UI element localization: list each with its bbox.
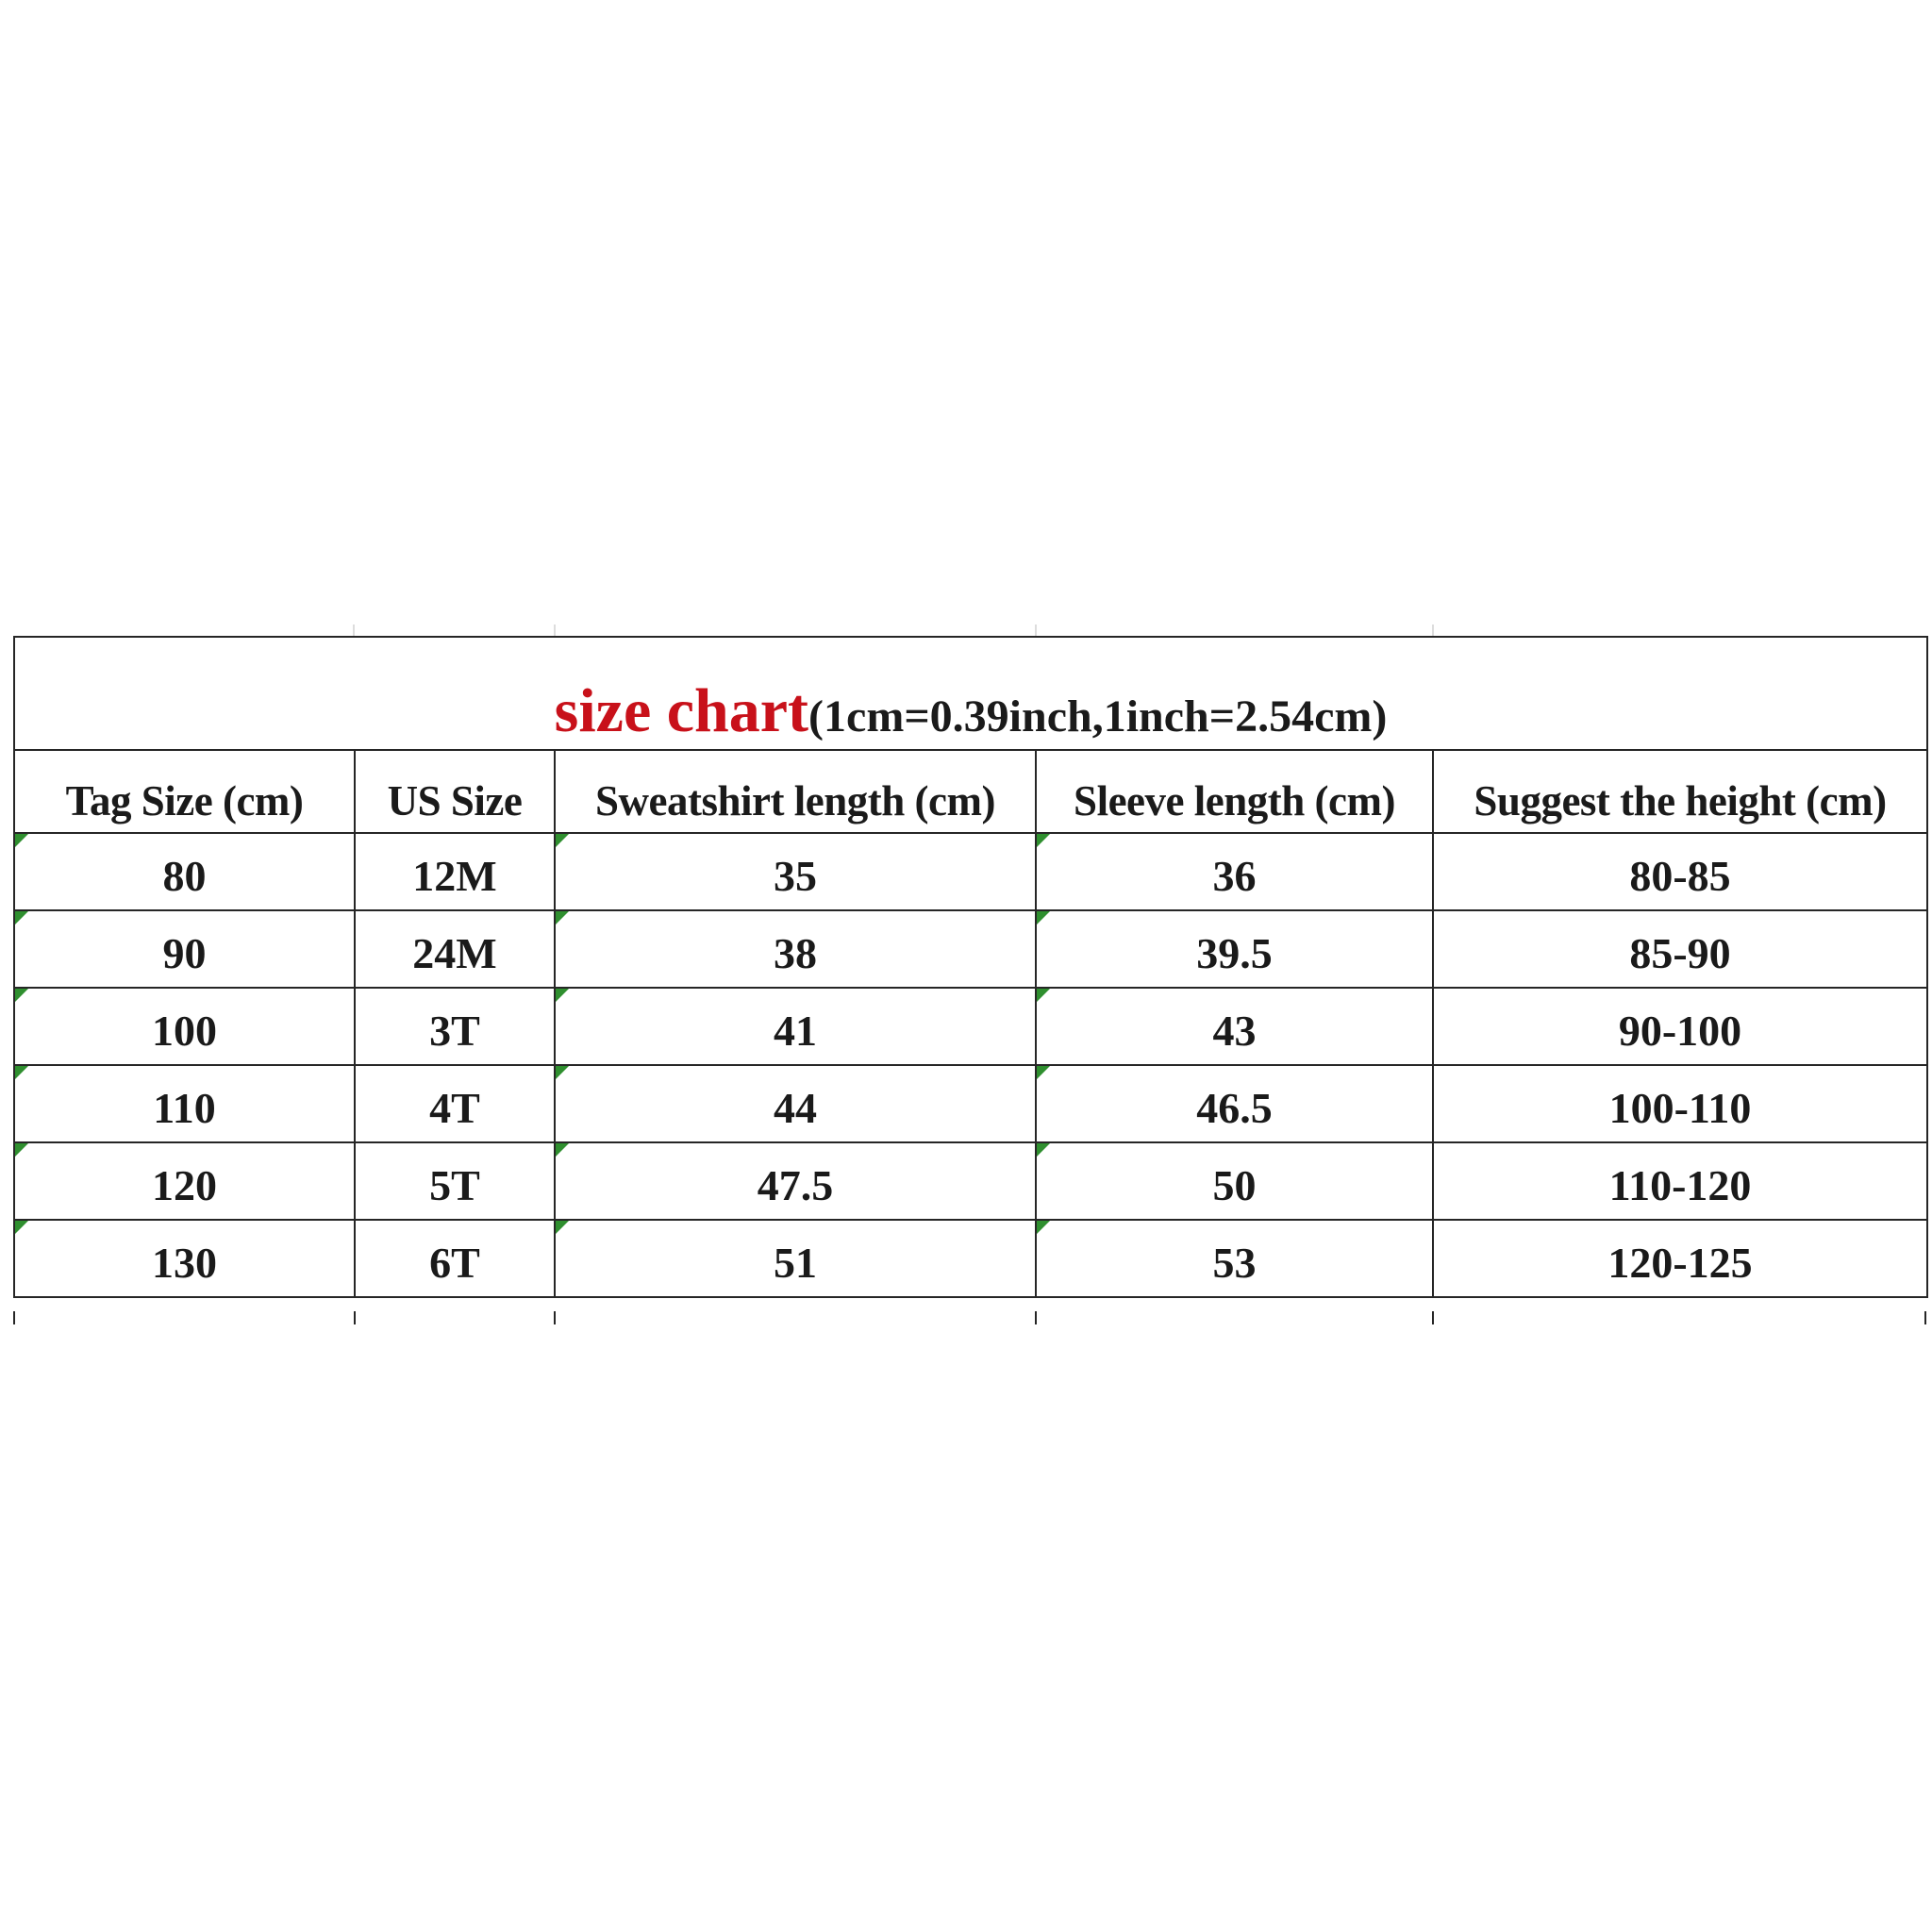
cell-suggested-height: 80-85	[1433, 833, 1927, 910]
table-row	[14, 1220, 1927, 1297]
cell-marker	[556, 1221, 569, 1234]
gridline-tail	[554, 1311, 556, 1324]
cell-us-size: 12M	[355, 833, 555, 910]
column-header-sweatshirt-length: Sweatshirt length (cm)	[555, 750, 1036, 833]
cell-us-size: 6T	[355, 1220, 555, 1297]
gridline-tail	[13, 1311, 15, 1324]
cell-sleeve-length: 36	[1036, 833, 1433, 910]
cell-suggested-height: 90-100	[1433, 988, 1927, 1065]
cell-sweatshirt-length: 51	[555, 1220, 1036, 1297]
cell-marker	[15, 989, 28, 1002]
cell-tag-size: 110	[14, 1065, 355, 1142]
cell-sleeve-length: 53	[1036, 1220, 1433, 1297]
column-header-sleeve-length: Sleeve length (cm)	[1036, 750, 1433, 833]
cell-us-size: 5T	[355, 1142, 555, 1220]
cell-sweatshirt-length: 38	[555, 910, 1036, 988]
column-header-suggested-height: Suggest the height (cm)	[1433, 750, 1927, 833]
cell-marker	[15, 1143, 28, 1157]
cell-marker	[556, 1066, 569, 1079]
cell-sleeve-length: 39.5	[1036, 910, 1433, 988]
cell-suggested-height: 110-120	[1433, 1142, 1927, 1220]
gridline-tail	[1432, 1311, 1434, 1324]
cell-sweatshirt-length: 47.5	[555, 1142, 1036, 1220]
chart-title-cell	[14, 637, 1927, 750]
cell-marker	[556, 1143, 569, 1157]
cell-tag-size: 90	[14, 910, 355, 988]
gridline-ghost	[1432, 625, 1434, 636]
chart-conversion-note: (1cm=0.39inch,1inch=2.54cm)	[808, 691, 1388, 741]
cell-suggested-height: 100-110	[1433, 1065, 1927, 1142]
cell-marker	[556, 911, 569, 924]
table-row	[14, 1065, 1927, 1142]
cell-marker	[15, 834, 28, 847]
cell-tag-size: 120	[14, 1142, 355, 1220]
cell-marker	[15, 1221, 28, 1234]
cell-sweatshirt-length: 41	[555, 988, 1036, 1065]
table-row	[14, 988, 1927, 1065]
cell-tag-size: 130	[14, 1220, 355, 1297]
cell-marker	[556, 834, 569, 847]
table-row	[14, 833, 1927, 910]
cell-sweatshirt-length: 35	[555, 833, 1036, 910]
cell-marker	[1037, 1221, 1050, 1234]
column-header-tag-size: Tag Size (cm)	[14, 750, 355, 833]
cell-sleeve-length: 43	[1036, 988, 1433, 1065]
cell-marker	[1037, 834, 1050, 847]
cell-marker	[15, 911, 28, 924]
gridline-tail	[1924, 1311, 1926, 1324]
cell-marker	[556, 989, 569, 1002]
header-row	[14, 750, 1927, 833]
cell-suggested-height: 85-90	[1433, 910, 1927, 988]
cell-sleeve-length: 46.5	[1036, 1065, 1433, 1142]
gridline-tail	[1035, 1311, 1037, 1324]
cell-tag-size: 80	[14, 833, 355, 910]
gridline-tail	[354, 1311, 356, 1324]
cell-us-size: 24M	[355, 910, 555, 988]
chart-title: size chart	[554, 676, 809, 745]
cell-suggested-height: 120-125	[1433, 1220, 1927, 1297]
cell-sweatshirt-length: 44	[555, 1065, 1036, 1142]
cell-marker	[15, 1066, 28, 1079]
cell-tag-size: 100	[14, 988, 355, 1065]
cell-us-size: 3T	[355, 988, 555, 1065]
gridline-ghost	[554, 625, 556, 636]
cell-sleeve-length: 50	[1036, 1142, 1433, 1220]
table-row	[14, 910, 1927, 988]
size-chart-sheet	[13, 636, 1926, 1311]
cell-us-size: 4T	[355, 1065, 555, 1142]
cell-marker	[1037, 911, 1050, 924]
cell-marker	[1037, 989, 1050, 1002]
size-chart-table	[13, 636, 1928, 1298]
table-row	[14, 1142, 1927, 1220]
cell-marker	[1037, 1066, 1050, 1079]
column-header-us-size: US Size	[355, 750, 555, 833]
cell-marker	[1037, 1143, 1050, 1157]
gridline-ghost	[1035, 625, 1037, 636]
gridline-ghost	[353, 625, 355, 636]
